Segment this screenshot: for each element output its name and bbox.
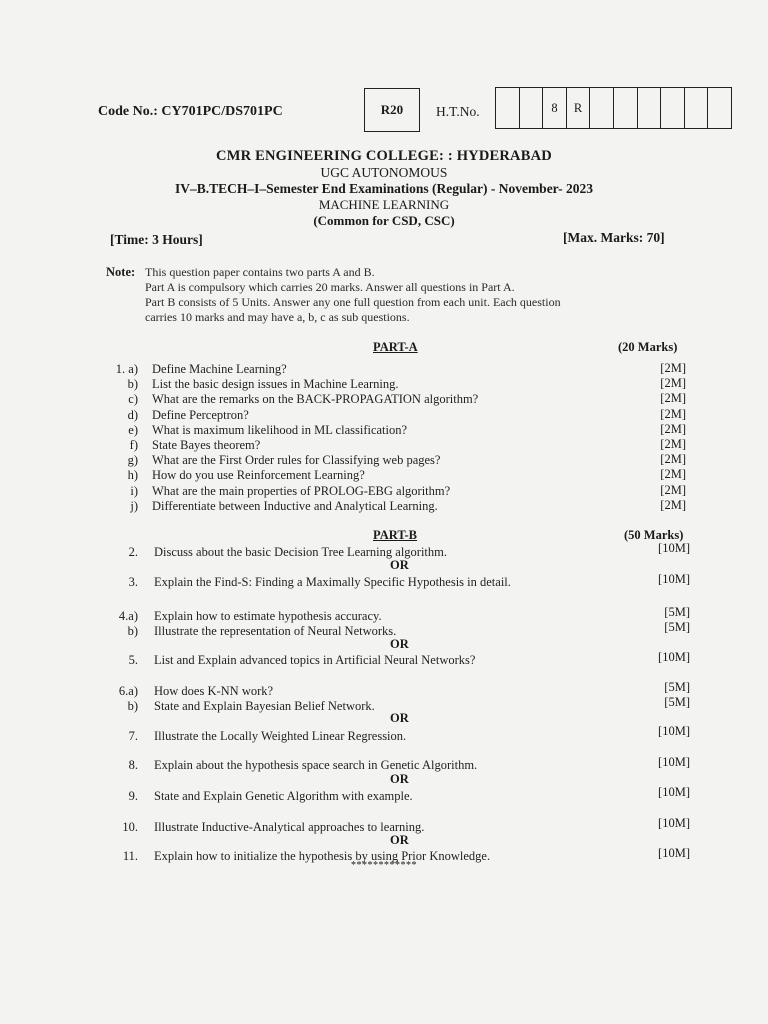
question-marks: [10M] — [658, 755, 690, 769]
question-number: 5. — [128, 653, 138, 667]
note-line: carries 10 marks and may have a, b, c as sub questions. — [145, 310, 410, 324]
question-number: c) — [128, 392, 138, 407]
question-text: How does K-NN work? — [154, 684, 274, 698]
question-number: 4.a) — [118, 609, 138, 623]
question-marks: [2M] — [660, 406, 686, 421]
ht-no-cell — [660, 87, 685, 129]
question-text: List the basic design issues in Machine Learning. — [152, 377, 399, 392]
question-text: What are the remarks on the BACK-PROPAGATION algorithm? — [152, 392, 479, 407]
question-marks: [2M] — [660, 421, 686, 436]
ht-no-cell — [589, 87, 614, 129]
question-marks: [5M] — [664, 620, 690, 634]
question-number: 2. — [128, 545, 138, 559]
question-text: Explain about the hypothesis space search in Genetic Algorithm. — [154, 758, 478, 772]
question-text: State Bayes theorem? — [152, 438, 261, 452]
question-text: What is maximum likelihood in ML classification? — [152, 422, 408, 437]
part-b-title: PART-B — [373, 528, 418, 542]
subject-name: MACHINE LEARNING — [318, 197, 450, 212]
question-marks: [2M] — [660, 497, 686, 512]
ht-no-grid — [496, 87, 732, 129]
question-number: h) — [127, 468, 138, 483]
question-text: State and Explain Bayesian Belief Network. — [154, 699, 375, 713]
question-number: g) — [127, 453, 138, 468]
question-marks: [2M] — [660, 482, 686, 497]
note-line: Part A is compulsory which carries 20 marks. Answer all questions in Part A. — [145, 280, 515, 294]
question-marks: [2M] — [660, 452, 686, 467]
part-a-marks: (20 Marks) — [618, 340, 678, 354]
question-marks: [5M] — [664, 680, 690, 694]
exam-title: IV–B.TECH–I–Semester End Examinations (Regular) - November- 2023 — [174, 181, 594, 196]
question-number: 9. — [128, 789, 138, 803]
or-separator: OR — [390, 558, 409, 572]
question-marks: [10M] — [658, 724, 690, 738]
ht-no-cell: 8 — [542, 87, 567, 129]
question-number: i) — [130, 483, 138, 498]
ht-no-cell — [613, 87, 638, 129]
question-number: e) — [128, 422, 138, 437]
question-text: Explain the Find-S: Finding a Maximally Specific Hypothesis in detail. — [154, 575, 511, 589]
question-text: Illustrate the representation of Neural Networks. — [154, 624, 397, 638]
note-line: This question paper contains two parts A and B. — [145, 265, 375, 279]
question-text: Illustrate Inductive-Analytical approaches to learning. — [154, 820, 425, 834]
question-text: What are the main properties of PROLOG-EBG algorithm? — [152, 483, 451, 498]
ht-no-label: H.T.No. — [436, 104, 480, 119]
question-marks: [5M] — [664, 605, 690, 619]
ht-no-cell: R — [566, 87, 591, 129]
question-number: d) — [127, 407, 138, 422]
question-number: b) — [127, 377, 138, 392]
question-marks: [2M] — [660, 437, 686, 451]
note-label: Note: — [106, 265, 136, 279]
question-marks: [2M] — [660, 376, 686, 391]
question-text: Define Perceptron? — [152, 407, 249, 422]
part-a-title: PART-A — [373, 340, 418, 354]
question-number: j) — [130, 498, 138, 513]
question-text: Illustrate the Locally Weighted Linear Regression. — [154, 729, 407, 743]
question-number: 6.a) — [118, 684, 138, 698]
question-marks: [2M] — [660, 467, 686, 482]
question-number: b) — [127, 699, 138, 713]
or-separator: OR — [390, 772, 409, 786]
question-number: 10. — [122, 820, 138, 834]
question-number: 7. — [128, 729, 138, 743]
college-name: CMR ENGINEERING COLLEGE: : HYDERABAD — [216, 148, 552, 164]
question-text: How do you use Reinforcement Learning? — [152, 468, 365, 483]
question-text: Discuss about the basic Decision Tree Learning algorithm. — [154, 545, 447, 559]
question-number: 11. — [122, 849, 138, 863]
ht-no-cell — [637, 87, 662, 129]
max-marks: [Max. Marks: 70] — [563, 230, 665, 245]
question-marks: [10M] — [658, 650, 690, 664]
question-number: b) — [127, 624, 138, 638]
ht-no-cell — [519, 87, 544, 129]
or-separator: OR — [390, 711, 409, 725]
question-marks: [10M] — [658, 541, 690, 555]
question-number: f) — [129, 438, 138, 452]
or-separator: OR — [390, 833, 409, 847]
question-text: Explain how to initialize the hypothesis by using Prior Knowledge. — [154, 849, 491, 863]
question-marks: [5M] — [664, 695, 690, 709]
ht-no-cell — [684, 87, 709, 129]
question-marks: [10M] — [658, 572, 690, 586]
question-marks: [10M] — [658, 816, 690, 830]
question-marks: [2M] — [660, 361, 686, 375]
question-text: Differentiate between Inductive and Analytical Learning. — [152, 498, 438, 513]
end-marker: ************ — [351, 860, 417, 871]
question-marks: [10M] — [658, 785, 690, 799]
ht-no-cell — [495, 87, 520, 129]
code-number: Code No.: CY701PC/DS701PC — [98, 104, 283, 119]
question-marks: [10M] — [658, 846, 690, 860]
common-for: (Common for CSD, CSC) — [313, 213, 455, 228]
question-number: 3. — [128, 575, 138, 589]
question-text: Explain how to estimate hypothesis accuracy. — [154, 609, 382, 623]
regulation-box: R20 — [364, 88, 420, 132]
or-separator: OR — [390, 637, 409, 651]
question-marks: [2M] — [660, 391, 686, 406]
time-duration: [Time: 3 Hours] — [110, 232, 203, 247]
part-b-marks: (50 Marks) — [624, 528, 684, 542]
question-text: What are the First Order rules for Classifying web pages? — [152, 453, 441, 468]
note-line: Part B consists of 5 Units. Answer any one full question from each unit. Each question — [145, 295, 561, 309]
question-number: 8. — [128, 758, 138, 772]
question-text: Define Machine Learning? — [152, 362, 287, 376]
question-number: 1. a) — [115, 362, 138, 376]
question-text: List and Explain advanced topics in Artificial Neural Networks? — [154, 653, 476, 667]
ht-no-cell — [707, 87, 732, 129]
autonomous-label: UGC AUTONOMOUS — [320, 165, 448, 180]
question-text: State and Explain Genetic Algorithm with example. — [154, 789, 413, 803]
